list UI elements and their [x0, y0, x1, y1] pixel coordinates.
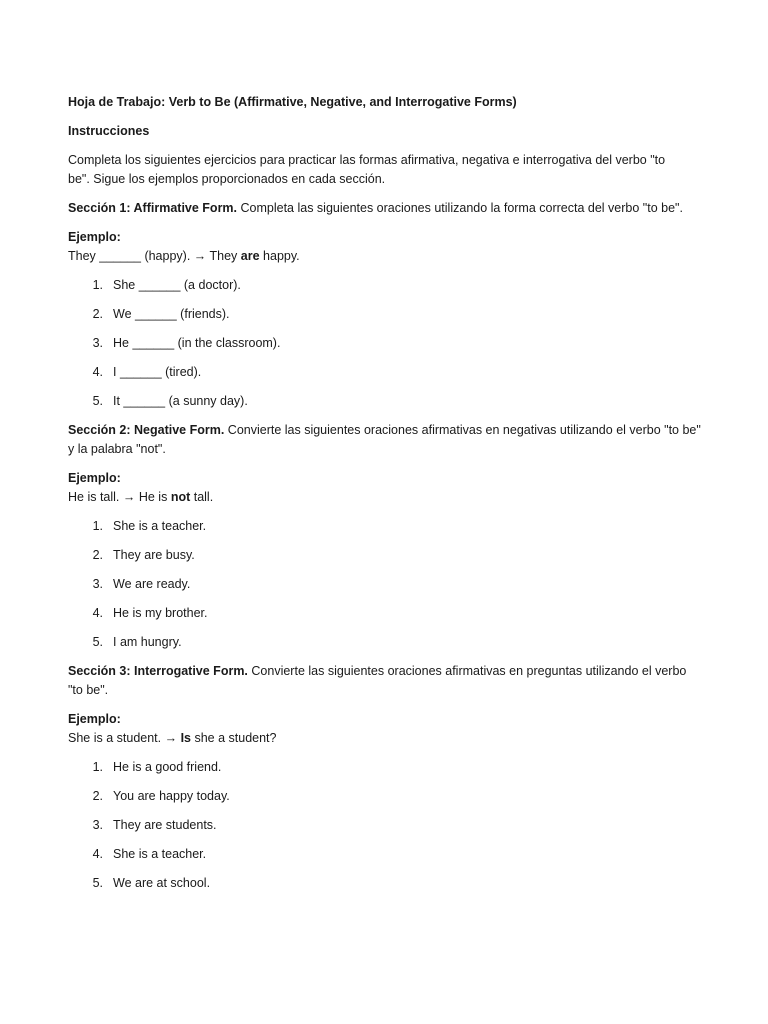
example-sentence: [68, 729, 708, 748]
example-answer: not: [170, 490, 191, 504]
section-negative: [68, 421, 708, 652]
list-item: [68, 604, 708, 623]
item-number: 5.: [92, 635, 103, 649]
example-text: They ______ (happy). → They: [68, 249, 241, 263]
list-item: [68, 575, 708, 594]
section-affirmative: [68, 199, 708, 411]
item-number: 2.: [92, 548, 103, 562]
item-number: 2.: [92, 789, 103, 803]
example-text-end: she a student?: [191, 731, 277, 745]
example-text-end: tall.: [190, 490, 214, 504]
list-item: [68, 363, 708, 382]
example-text: She is a student. →: [68, 731, 181, 745]
list-item: [68, 546, 708, 565]
example-label: Ejemplo:: [68, 712, 121, 726]
item-number: 1.: [92, 519, 103, 533]
section-description-line-2: y la palabra "not".: [68, 442, 166, 456]
item-number: 2.: [92, 307, 103, 321]
list-item: [68, 633, 708, 652]
document-body: [68, 93, 708, 903]
item-number: 1.: [92, 278, 103, 292]
example-label: Ejemplo:: [68, 230, 121, 244]
list-item: [68, 816, 708, 835]
item-text: I ______ (tired).: [113, 365, 202, 379]
item-number: 1.: [92, 760, 103, 774]
document-title: Hoja de Trabajo: Verb to Be (Affirmative, Negative, and Interrogative Forms): [68, 95, 517, 109]
item-number: 4.: [92, 847, 103, 861]
example-sentence: [68, 247, 708, 266]
item-number: 3.: [92, 577, 103, 591]
item-text: She ______ (a doctor).: [113, 278, 241, 292]
item-text: We ______ (friends).: [113, 307, 230, 321]
exercise-list: [68, 758, 708, 893]
exercise-list: [68, 517, 708, 652]
list-item: [68, 276, 708, 295]
section-heading: [68, 662, 708, 681]
item-text: We are ready.: [113, 577, 191, 591]
example-answer: are: [240, 249, 260, 263]
example-answer: Is: [180, 731, 191, 745]
instructions-heading: Instrucciones: [68, 124, 150, 138]
item-text: I am hungry.: [113, 635, 182, 649]
item-text: They are students.: [113, 818, 217, 832]
item-number: 4.: [92, 606, 103, 620]
item-text: He is my brother.: [113, 606, 208, 620]
list-item: [68, 845, 708, 864]
list-item: [68, 517, 708, 536]
section-heading: [68, 421, 708, 440]
list-item: [68, 334, 708, 353]
item-text: You are happy today.: [113, 789, 230, 803]
example-label: Ejemplo:: [68, 471, 121, 485]
item-number: 3.: [92, 336, 103, 350]
section-interrogative: [68, 662, 708, 893]
item-number: 4.: [92, 365, 103, 379]
section-title: Sección 2: Negative Form.: [68, 423, 225, 437]
example-text-end: happy.: [259, 249, 300, 263]
list-item: [68, 392, 708, 411]
item-text: She is a teacher.: [113, 847, 207, 861]
section-title: Sección 1: Affirmative Form.: [68, 201, 238, 215]
item-text: We are at school.: [113, 876, 211, 890]
section-description-line-2: "to be".: [68, 683, 109, 697]
example-text: He is tall. → He is: [68, 490, 171, 504]
list-item: [68, 305, 708, 324]
section-title: Sección 3: Interrogative Form.: [68, 664, 248, 678]
list-item: [68, 874, 708, 893]
item-text: It ______ (a sunny day).: [113, 394, 248, 408]
section-description: Convierte las siguientes oraciones afirmativas en negativas utilizando el verbo "to be": [224, 423, 701, 437]
item-text: He ______ (in the classroom).: [113, 336, 281, 350]
list-item: [68, 758, 708, 777]
item-text: They are busy.: [113, 548, 195, 562]
exercise-list: [68, 276, 708, 411]
section-heading: [68, 199, 708, 218]
item-number: 3.: [92, 818, 103, 832]
example-sentence: [68, 488, 708, 507]
item-text: He is a good friend.: [113, 760, 222, 774]
section-description: Completa las siguientes oraciones utilizando la forma correcta del verbo "to be".: [237, 201, 683, 215]
list-item: [68, 787, 708, 806]
instructions-text-line-1: Completa los siguientes ejercicios para practicar las formas afirmativa, negativa e interrogativa del verbo "to: [68, 153, 666, 167]
section-description: Convierte las siguientes oraciones afirmativas en preguntas utilizando el verbo: [247, 664, 687, 678]
item-number: 5.: [92, 876, 103, 890]
instructions-text-line-2: be". Sigue los ejemplos proporcionados en cada sección.: [68, 172, 386, 186]
item-number: 5.: [92, 394, 103, 408]
item-text: She is a teacher.: [113, 519, 207, 533]
